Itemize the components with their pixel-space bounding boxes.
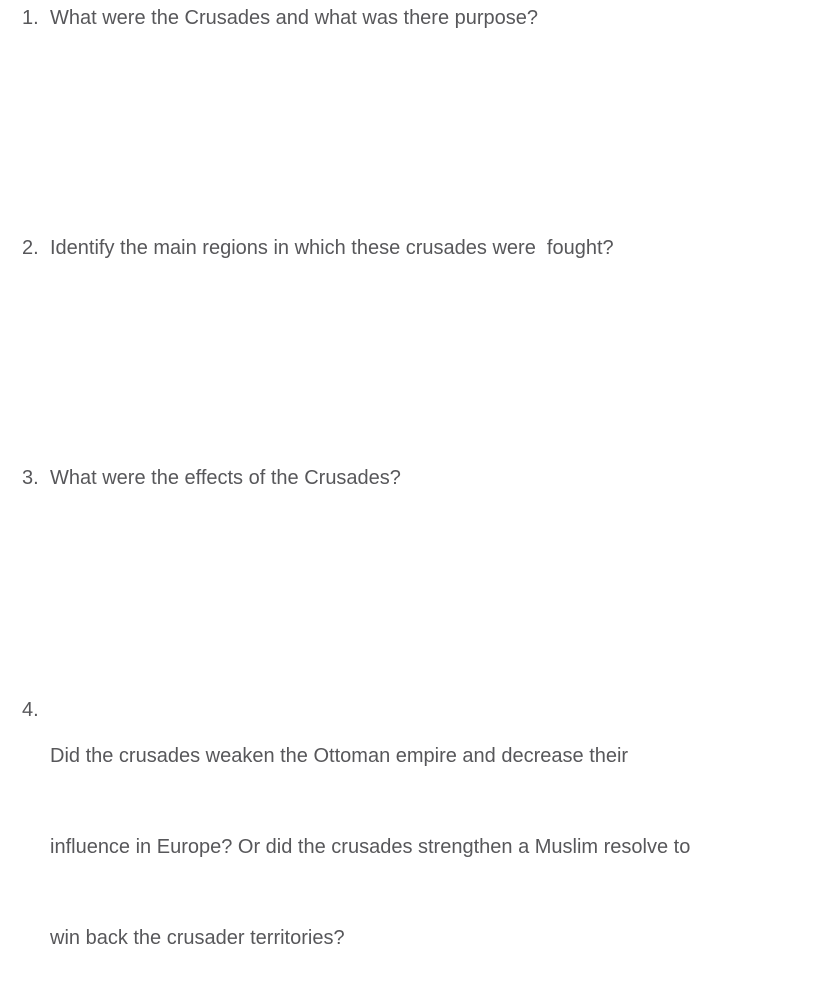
question-item-4 bbox=[22, 688, 690, 1007]
question-text-line: win back the crusader territories? bbox=[50, 927, 345, 949]
question-text: What were the Crusades and what was there purpose? bbox=[50, 7, 539, 29]
question-text-line: influence in Europe? Or did the crusades strengthen a Muslim resolve to bbox=[50, 836, 691, 858]
question-number: 3. bbox=[22, 467, 39, 489]
question-item-2 bbox=[22, 235, 614, 261]
question-text bbox=[50, 688, 690, 1007]
question-text: Identify the main regions in which these crusades were fought? bbox=[50, 237, 614, 259]
question-number: 2. bbox=[22, 237, 39, 259]
question-number: 4. bbox=[22, 699, 39, 721]
question-text: What were the effects of the Crusades? bbox=[50, 467, 401, 489]
question-item-1 bbox=[22, 5, 538, 31]
question-item-3 bbox=[22, 465, 401, 491]
question-number: 1. bbox=[22, 7, 39, 29]
question-text-line: Did the crusades weaken the Ottoman empire and decrease their bbox=[50, 745, 629, 767]
